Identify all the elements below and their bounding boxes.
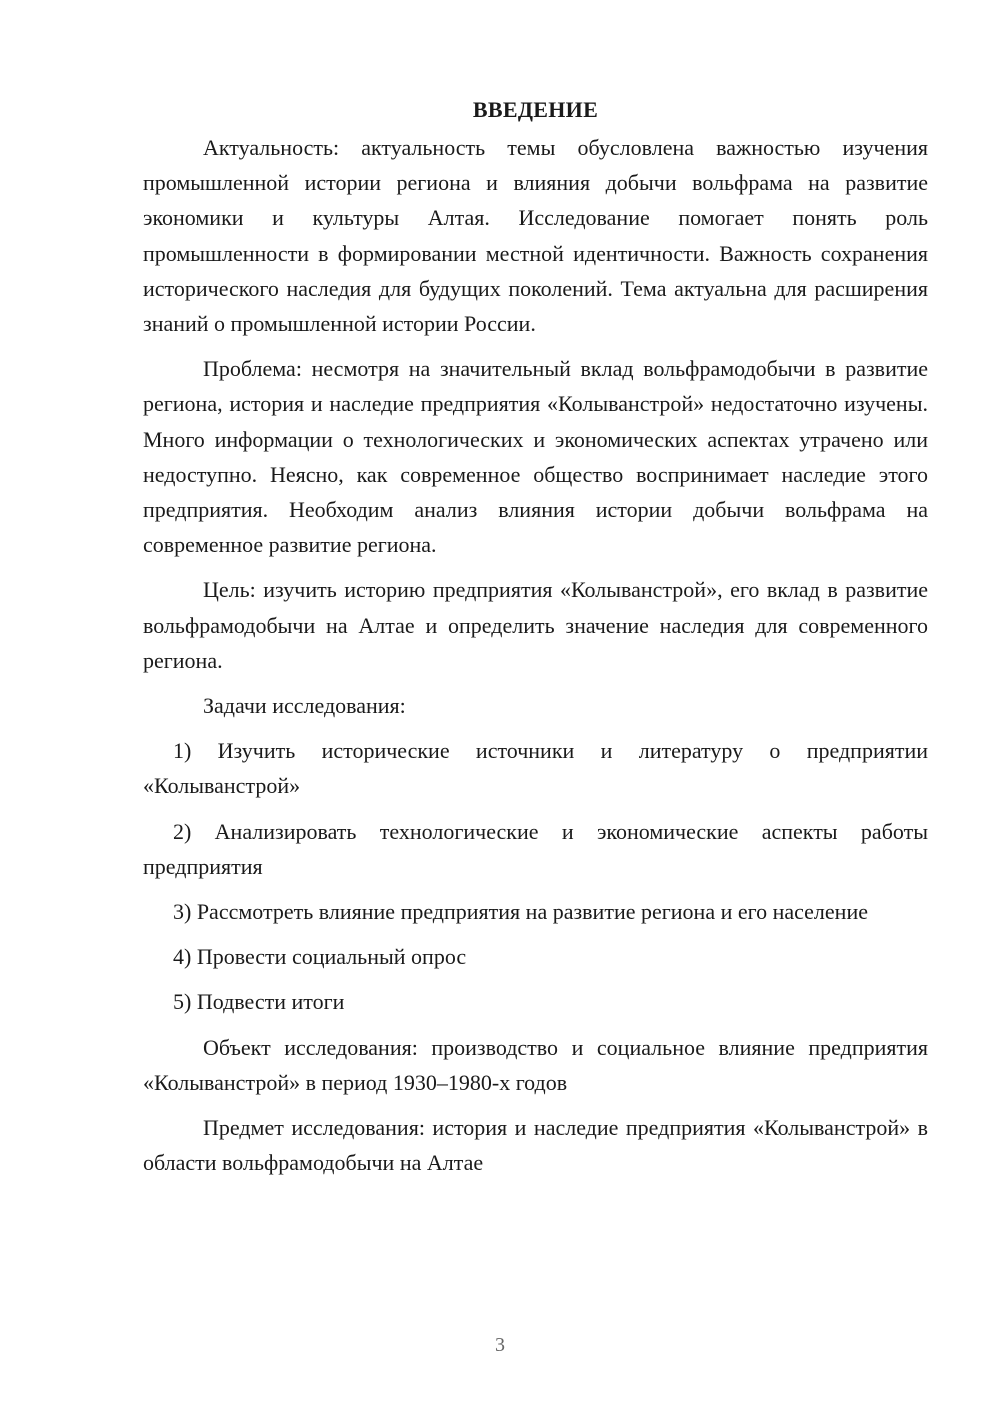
list-item: 4) Провести социальный опрос	[173, 944, 467, 970]
list-item: 5) Подвести итоги	[173, 989, 345, 1015]
page-number: 3	[495, 1334, 505, 1356]
problem-paragraph: Проблема: несмотря на значительный вклад вольфрамодобычи в развитие региона, история и наследие предприятия «Колыванстрой» недостаточно изучены. Много информации о технологических и экономических аспектах утрачено или недоступно. Неясно, как современное общество воспринимает наследие этого предприятия. Необходим анализ влияния истории добычи вольфрама на современное развитие региона.	[143, 356, 928, 558]
tasks-list	[143, 733, 928, 1019]
list-item: 3) Рассмотреть влияние предприятия на развитие региона и его население	[173, 899, 868, 925]
relevance-paragraph: Актуальность: актуальность темы обусловлена важностью изучения промышленной истории региона и влияния добычи вольфрама на развитие экономики и культуры Алтая. Исследование помогает понять роль промышленности в формировании местной идентичности. Важность сохранения исторического наследия для будущих поколений. Тема актуальна для расширения знаний о промышленной истории России.	[143, 135, 928, 337]
page-title: ВВЕДЕНИЕ	[472, 97, 599, 122]
goal-paragraph: Цель: изучить историю предприятия «Колыванстрой», его вклад в развитие вольфрамодобычи на Алтае и определить значение наследия для современного региона.	[143, 577, 928, 673]
subject-paragraph: Предмет исследования: история и наследие предприятия «Колыванстрой» в области вольфрамодобычи на Алтае	[143, 1115, 928, 1176]
document-page	[143, 92, 928, 1190]
tasks-heading: Задачи исследования:	[203, 693, 406, 719]
list-item: 2) Анализировать технологические и экономические аспекты работы предприятия	[143, 818, 928, 879]
object-paragraph: Объект исследования: производство и социальное влияние предприятия «Колыванстрой» в период 1930–1980-х годов	[143, 1034, 928, 1095]
list-item: 1) Изучить исторические источники и литературу о предприятии «Колыванстрой»	[143, 738, 928, 799]
